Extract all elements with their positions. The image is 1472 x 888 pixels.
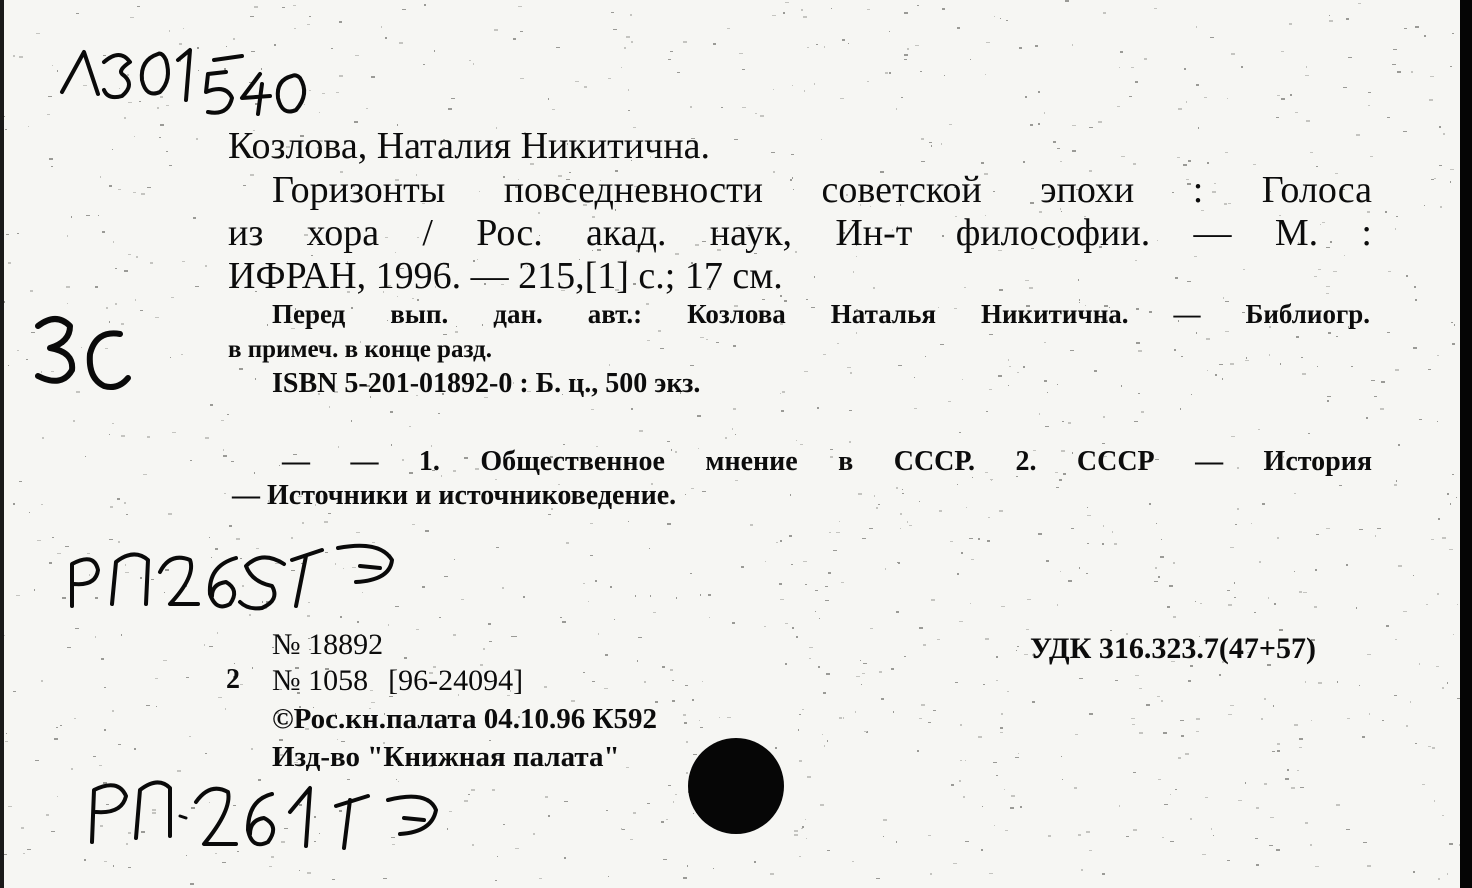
- subjects-line-1: — — 1. Общественное мнение в СССР. 2. СССР — История: [282, 446, 1372, 477]
- title-line-2: из хора / Рос. акад. наук, Ин-т философии. — М. :: [228, 212, 1372, 254]
- rkp-imprint: ©Рос.кн.палата 04.10.96 К592: [272, 703, 658, 735]
- card-number: № 1058: [272, 664, 369, 697]
- note-line-2: в примеч. в конце разд.: [228, 336, 492, 363]
- title-line-3: ИФРАН, 1996. — 215,[1] с.; 17 см.: [228, 255, 783, 297]
- punch-hole: [688, 738, 784, 834]
- title-line-1: Горизонты повседневности советской эпохи : Голоса: [272, 169, 1372, 211]
- author-heading: Козлова, Наталия Никитична.: [228, 125, 710, 167]
- copy-count: 2: [226, 664, 240, 695]
- isbn-line: ISBN 5-201-01892-0 : Б. ц., 500 экз.: [272, 368, 701, 399]
- card-number-line: [272, 664, 523, 698]
- publisher-imprint: Изд-во "Книжная палата": [272, 741, 620, 773]
- udk-code: УДК 316.323.7(47+57): [1030, 632, 1316, 665]
- note-line-1: Перед вып. дан. авт.: Козлова Наталья Никитична. — Библиогр.: [272, 299, 1370, 329]
- card-left-edge: [0, 0, 4, 888]
- registration-number: № 18892: [272, 628, 384, 661]
- card-right-edge: [1460, 0, 1472, 888]
- bracket-number: [96-24094]: [388, 664, 524, 697]
- subjects-line-2: — Источники и источниковедение.: [232, 480, 677, 511]
